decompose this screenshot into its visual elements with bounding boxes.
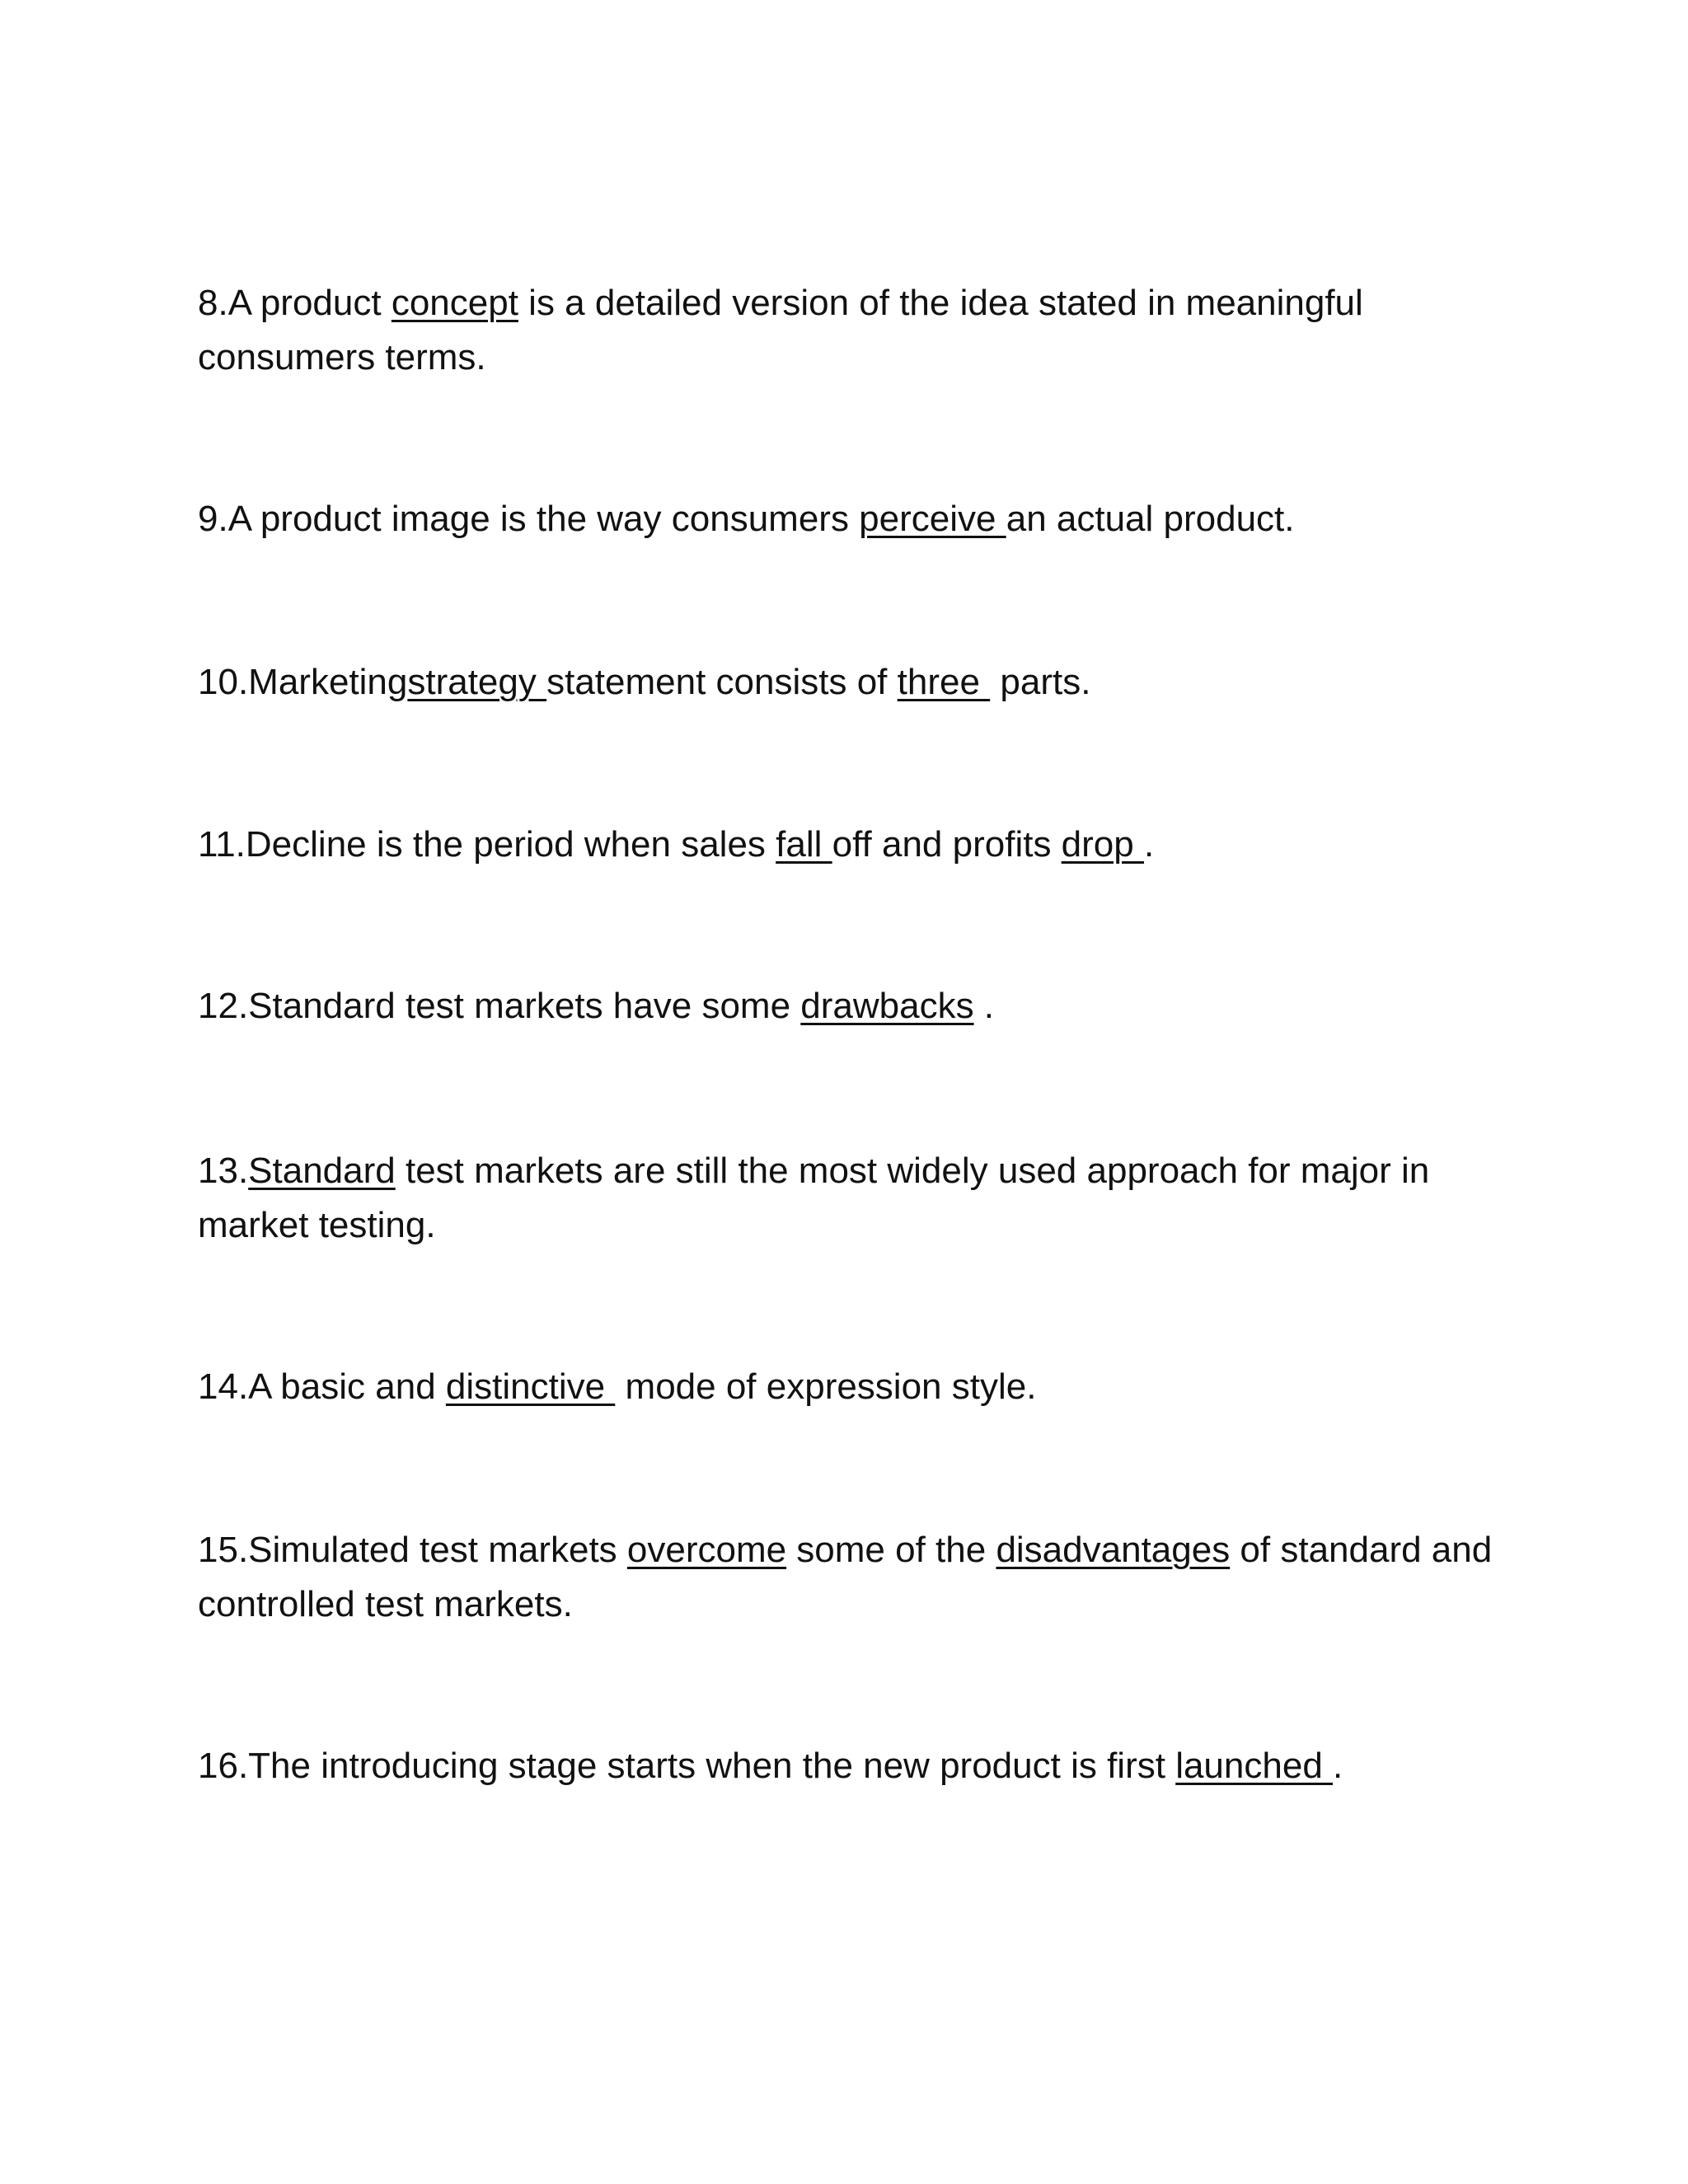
answer-blank: disadvantages <box>996 1530 1231 1570</box>
answer-blank: drawbacks <box>800 986 974 1026</box>
question-text: parts. <box>990 662 1091 702</box>
question-text: an actual product. <box>1006 499 1295 539</box>
question-16 <box>198 1739 1517 1793</box>
answer-blank: distinctive <box>445 1366 616 1407</box>
question-text: 16.The introducing stage starts when the new product is first <box>198 1746 1176 1786</box>
question-8 <box>198 276 1517 385</box>
question-11 <box>198 818 1517 872</box>
question-9 <box>198 492 1517 546</box>
question-text: mode of expression style. <box>615 1366 1037 1407</box>
question-15 <box>198 1523 1517 1632</box>
question-text: 14.A basic and <box>198 1366 446 1407</box>
question-text: is a detailed version of the idea stated in meaningful consumers terms. <box>198 283 1374 377</box>
question-10 <box>198 655 1517 710</box>
question-13 <box>198 1144 1517 1253</box>
question-text: . <box>973 986 995 1026</box>
question-text: 8.A product <box>198 283 392 323</box>
question-text: test markets are still the most widely used approach for major in market testing. <box>198 1151 1440 1245</box>
question-text: 11.Decline is the period when sales <box>198 824 776 865</box>
question-text: off and profits <box>832 824 1062 865</box>
question-text: statement consists of <box>546 662 898 702</box>
answer-blank: overcome <box>626 1530 787 1570</box>
question-text: 12.Standard test markets have some <box>198 986 801 1026</box>
answer-blank: launched <box>1175 1746 1334 1786</box>
answer-blank: drop <box>1061 824 1144 865</box>
question-text: of standard and controlled test markets. <box>198 1530 1503 1624</box>
answer-blank: three <box>897 662 991 702</box>
answer-blank: perceive <box>859 499 1006 539</box>
answer-blank: concept <box>391 283 518 323</box>
question-text: 10.Marketing <box>198 662 408 702</box>
question-text: . <box>1333 1746 1343 1786</box>
question-text: 9.A product image is the way consumers <box>198 499 860 539</box>
answer-blank: fall <box>776 824 832 865</box>
question-text: some of the <box>786 1530 996 1570</box>
question-text: . <box>1143 824 1155 865</box>
answer-blank: Standard <box>248 1151 396 1191</box>
answer-blank: strategy <box>407 662 547 702</box>
question-12 <box>198 979 1517 1033</box>
question-14 <box>198 1360 1517 1414</box>
question-text: 13. <box>198 1151 249 1191</box>
question-text: 15.Simulated test markets <box>198 1530 627 1570</box>
